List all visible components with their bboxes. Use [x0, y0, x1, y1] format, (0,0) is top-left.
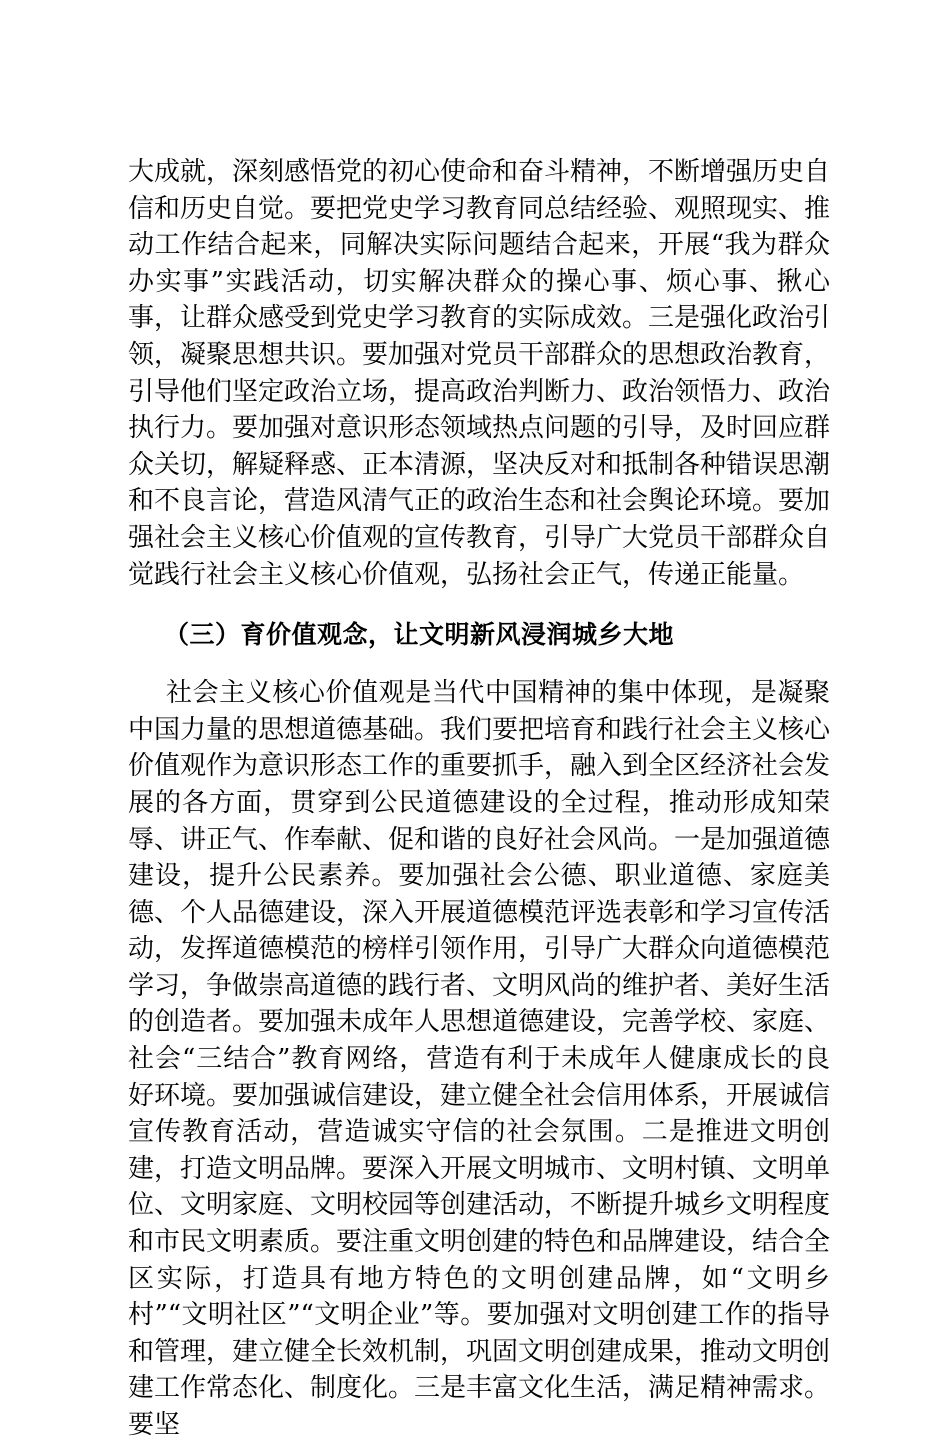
body-paragraph-continued: 大成就，深刻感悟党的初心使命和奋斗精神，不断增强历史自信和历史自觉。要把党史学习教育同总结经验、观照现实、推动工作结合起来，同解决实际问题结合起来，开展“我为群众办实事”实践活动，切实解决群众的操心事、烦心事、揪心事，让群众感受到党史学习教育的实际成效。三是强化政治引领，凝聚思想共识。要加强对党员干部群众的思想政治教育，引导他们坚定政治立场，提高政治判断力、政治领悟力、政治执行力。要加强对意识形态领域热点问题的引导，及时回应群众关切，解疑释惑、正本清源，坚决反对和抵制各种错误思潮和不良言论，营造风清气正的政治生态和社会舆论环境。要加强社会主义核心价值观的宣传教育，引导广大党员干部群众自觉践行社会主义核心价值观，弘扬社会正气，传递正能量。: [128, 157, 831, 590]
body-paragraph: 社会主义核心价值观是当代中国精神的集中体现，是凝聚中国力量的思想道德基础。我们要把培育和践行社会主义核心价值观作为意识形态工作的重要抓手，融入到全区经济社会发展的各方面，贯穿到公民道德建设的全过程，推动形成知荣辱、讲正气、作奉献、促和谐的良好社会风尚。一是加强道德建设，提升公民素养。要加强社会公德、职业道德、家庭美德、个人品德建设，深入开展道德模范评选表彰和学习宣传活动，发挥道德模范的榜样引领作用，引导广大群众向道德模范学习，争做崇高道德的践行者、文明风尚的维护者、美好生活的创造者。要加强未成年人思想道德建设，完善学校、家庭、社会“三结合”教育网络，营造有利于未成年人健康成长的良好环境。要加强诚信建设，建立健全社会信用体系，开展诚信宣传教育活动，营造诚实守信的社会氛围。二是推进文明创建，打造文明品牌。要深入开展文明城市、文明村镇、文明单位、文明家庭、文明校园等创建活动，不断提升城乡文明程度和市民文明素质。要注重文明创建的特色和品牌建设，结合全区实际，打造具有地方特色的文明创建品牌，如“文明乡村”“文明社区”“文明企业”等。要加强对文明创建工作的指导和管理，建立健全长效机制，巩固文明创建成果，推动文明创建工作常态化、制度化。三是丰富文化生活，满足精神需求。要坚: [128, 678, 831, 1440]
section-heading: （三）育价值观念，让文明新风浸润城乡大地: [164, 620, 675, 650]
document-page: [128, 154, 830, 1444]
